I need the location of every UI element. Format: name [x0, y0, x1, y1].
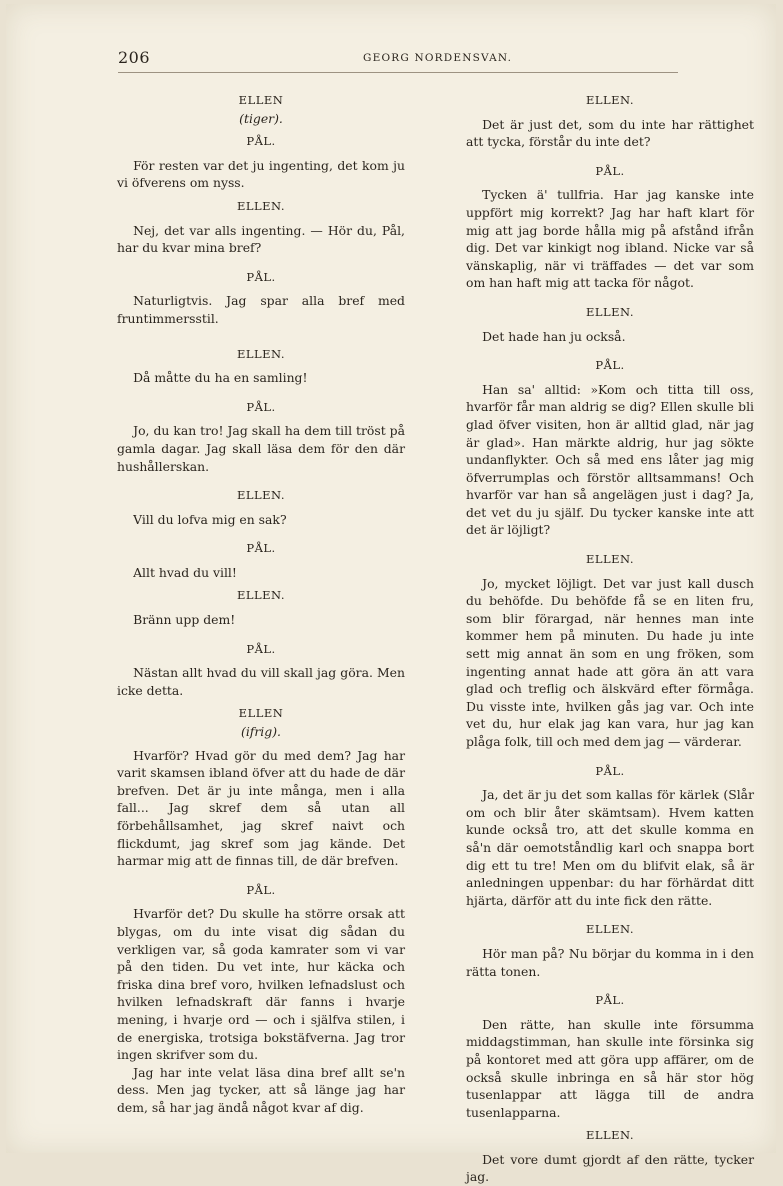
- dialogue-paragraph: Det är just det, som du inte har rättighet att tycka, förstår du inte det?: [466, 116, 754, 150]
- speaker-name: PÅL.: [246, 882, 276, 897]
- dialogue-paragraph: Då måtte du ha en samling!: [133, 370, 308, 386]
- dialogue-paragraph: Jo, du kan tro! Jag skall ha dem till tröst på gamla dagar. Jag skall läsa dem för den där hushållerskan.: [117, 423, 405, 474]
- speaker-name: ELLEN.: [585, 93, 635, 107]
- speaker-name: PÅL.: [246, 134, 276, 149]
- stage-direction: (ifrig).: [241, 724, 281, 740]
- speaker-name: PÅL.: [246, 541, 276, 556]
- speaker-name: PÅL.: [595, 763, 625, 778]
- speaker-name: ELLEN: [238, 706, 284, 721]
- spacer: [466, 345, 754, 357]
- speaker-name: ELLEN: [238, 93, 284, 107]
- spacer: [466, 980, 754, 992]
- speaker-name: ELLEN.: [585, 304, 635, 319]
- dialogue-paragraph: Bränn upp dem!: [133, 612, 236, 628]
- right-text-column: [466, 92, 754, 1186]
- speaker-name: ELLEN.: [585, 922, 635, 937]
- speaker-name: PÅL.: [595, 358, 625, 373]
- left-text-column: [117, 92, 405, 1117]
- speaker-name: ELLEN.: [236, 588, 286, 603]
- dialogue-paragraph: Hör man på? Nu börjar du komma in i den rätta tonen.: [466, 945, 754, 979]
- book-page: [6, 4, 776, 1185]
- dialogue-paragraph: Ja, det är ju det som kallas för kärlek (Slår om och blir åter skämtsam). Hvem katten kunde också tro, att det skulle komma en så'n där oemotståndlig karl och snappa bort dig ett tu tre! Men om du blifvit elak, så är anledningen uppenbar: du har förhärdat ditt hjärta, därför att du inte fick den rätte.: [466, 787, 754, 908]
- spacer: [466, 151, 754, 163]
- dialogue-paragraph: Det hade han ju också.: [482, 328, 626, 344]
- spacer: [466, 292, 754, 304]
- speaker-name: ELLEN.: [236, 488, 286, 503]
- spacer: [117, 257, 405, 269]
- spacer: [466, 539, 754, 551]
- spacer: [466, 909, 754, 921]
- stage-direction: (tiger).: [239, 110, 283, 126]
- speaker-name: PÅL.: [246, 399, 276, 414]
- speaker-name: PÅL.: [246, 269, 276, 284]
- spacer: [117, 328, 405, 346]
- spacer: [117, 528, 405, 540]
- spacer: [117, 629, 405, 641]
- dialogue-paragraph: Det vore dumt gjordt af den rätte, tycker jag.: [466, 1151, 754, 1185]
- speaker-name: ELLEN.: [236, 346, 286, 361]
- spacer: [117, 475, 405, 487]
- speaker-name: PÅL.: [595, 993, 625, 1008]
- dialogue-paragraph: Naturligtvis. Jag spar alla bref med fruntimmersstil.: [117, 293, 405, 326]
- dialogue-paragraph: Jag har inte velat läsa dina bref allt se'n dess. Men jag tycker, att så länge jag har dem, så har jag ändå något kvar af dig.: [117, 1064, 405, 1115]
- page-header: [118, 48, 678, 73]
- dialogue-paragraph: Nästan allt hvad du vill skall jag göra. Men icke detta.: [117, 665, 405, 698]
- speaker-name: PÅL.: [246, 641, 276, 656]
- dialogue-paragraph: Han sa' alltid: »Kom och titta till oss, hvarför får man aldrig se dig? Ellen skulle bli glad öfver visiten, hon är alltid glad, när jag är glad». Han märkte aldrig, hur jag sökte undanflykter. Och så med ens låter jag mig öfverrumplas och förstör alltsammans! Och hvarför var han så angelägen just i dag? Ja, det vet du ju själf. Du tycker kanske inte att det är löjligt?: [466, 381, 754, 538]
- dialogue-paragraph: Allt hvad du vill!: [133, 564, 237, 580]
- speaker-name: ELLEN.: [585, 552, 635, 567]
- page-number: 206: [118, 48, 151, 67]
- dialogue-paragraph: Vill du lofva mig en sak?: [133, 511, 287, 527]
- spacer: [117, 870, 405, 882]
- spacer: [117, 387, 405, 399]
- dialogue-paragraph: Hvarför? Hvad gör du med dem? Jag har varit skamsen ibland öfver att du hade de där brefven. Det är ju inte många, men i alla fall... Jag skref dem så utan all förbehållsamhet, jag skref naivt och flickdumt, jag skref som jag kände. Det harmar mig att de finnas till, de där brefven.: [117, 747, 405, 869]
- dialogue-paragraph: Nej, det var alls ingenting. — Hör du, Pål, har du kvar mina bref?: [117, 222, 405, 256]
- running-head: GEORG NORDENSVAN.: [363, 52, 513, 64]
- dialogue-paragraph: Tycken ä' tullfria. Har jag kanske inte uppfört mig korrekt? Jag har haft klart för mig att jag borde hålla mig på afstånd ifrån dig. Det var kinkigt nog ibland. Nicke var så vänskaplig, när vi träffades — det var som om han haft mig att tacka för något.: [466, 187, 754, 291]
- speaker-name: PÅL.: [595, 163, 625, 178]
- dialogue-paragraph: För resten var det ju ingenting, det kom ju vi öfverens om nyss.: [117, 157, 405, 191]
- dialogue-paragraph: Hvarför det? Du skulle ha större orsak att blygas, om du inte visat dig sådan du verkligen var, så goda kamrater som vi var på den tiden. Du vet inte, hur käcka och friska dina bref voro, hvilken lefnadslust och hvilken lefnadskraft där fanns i hvarje mening, i hvarje ord — och i själfva stilen, i de energiska, trotsiga bokstäfverna. Jag tror ingen skrifver som du.: [117, 906, 405, 1063]
- dialogue-paragraph: Den rätte, han skulle inte försumma middagstimman, han skulle inte försinka sig på kontoret med att göra upp affärer, om de också skulle inbringa en så här stor hög tusenlappar att lägga till de andra tusenlapparna.: [466, 1016, 754, 1120]
- speaker-name: ELLEN.: [236, 198, 286, 213]
- speaker-name: ELLEN.: [585, 1128, 635, 1143]
- spacer: [466, 751, 754, 763]
- dialogue-paragraph: Jo, mycket löjligt. Det var just kall dusch du behöfde. Du behöfde få se en liten fru, som blir förargad, när hennes man inte kommer hem på minuten. Du hade ju inte sett mig annat än som en ung fröken, som ingenting annat hade att göra än att vara glad och treflig och älskvärd efter förmåga. Du visste inte, hvilken gås jag var. Och inte vet du, hur elak jag kan vara, hur jag kan plåga folk, till och med dem jag — värderar.: [466, 575, 754, 749]
